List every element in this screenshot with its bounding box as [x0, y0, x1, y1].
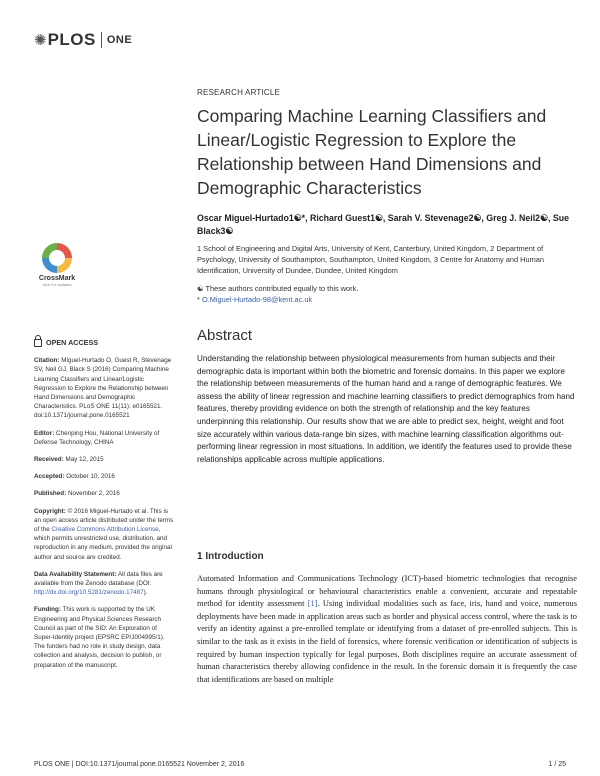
logo-divider [101, 32, 102, 48]
article-title: Comparing Machine Learning Classifiers and Linear/Logistic Regression to Explore the Relationship between Hand Dimensions and Demographic Characteristics [197, 106, 547, 198]
citation-block: Citation: Miguel-Hurtado O, Guest R, Stevenage SV, Neil GJ, Black S (2016) Comparing Machine Learning Classifiers and Linear/Logistic Regression to Explore the Relationship between Hand Dimensions and Demographic Characteristics. PLoS ONE 11(11): e0165521. doi:10.1371/journal.pone.0165521 [34, 357, 172, 420]
plos-dots-icon: ✺ [34, 32, 46, 49]
introduction-heading: 1 Introduction [197, 551, 264, 562]
received-block: Received: May 12, 2015 [34, 456, 104, 464]
author-list: Oscar Miguel-Hurtado1☯*, Richard Guest1☯, Sarah V. Stevenage2☯, Greg J. Neil2☯, Sue Black3☯ [197, 213, 569, 236]
equal-contribution-note: ☯ These authors contributed equally to this work. [197, 284, 359, 293]
crossmark-label: CrossMark [38, 275, 76, 282]
crossmark-sub: click for updates [42, 282, 72, 287]
crossmark-badge[interactable] [34, 243, 80, 287]
crossmark-icon [42, 243, 72, 273]
license-link[interactable]: Creative Commons Attribution License [51, 526, 159, 534]
affiliations: 1 School of Engineering and Digital Arts, University of Kent, Canterbury, United Kingdom, 2 Department of Psychology, University of Southampton, Southampton, United Kingdom, 3 Centre for Anatomy and Human Identification, University of Dundee, Dundee, United Kingdom [197, 244, 544, 275]
accepted-block: Accepted: October 10, 2016 [34, 473, 115, 481]
introduction-text: Automated Information and Communications Technology (ICT)-based biometric technologies that recognise humans through physiological or behavioural characteristics enable a convenient, accurate and repeatable method for identity assessment [1]. Using individual modalities such as face, iris, hand and voice, numerous deployments have been made in application areas such as border and physical access control, where the task is to verify an identity against a pre-enrolled template or identifying from a dataset of pre-enrolled subjects. This is similar to the task as it exists in the field of forensics, where forensic verification or identification of subjects is required by human inspection typically for legal purposes. Both disciplines require an accurate assessment of human characteristics thereby allowing confidence in the result. In the forensic domain it is frequently the case that identifications are based on multiple [197, 574, 577, 684]
corresponding-author [197, 294, 577, 305]
open-lock-icon [34, 339, 42, 347]
brand-name: PLOS [47, 30, 96, 49]
journal-name: ONE [106, 34, 133, 46]
author-notes [197, 283, 577, 305]
journal-logo[interactable] [34, 30, 132, 50]
footer-citation: PLOS ONE | DOI:10.1371/journal.pone.0165521 November 2, 2016 [34, 761, 245, 768]
article-sidebar [34, 338, 174, 678]
data-availability-block: Data Availability Statement: All data files are available from the Zenodo database (DOI: http://dx.doi.org/10.5281/zenodo.17487). [34, 570, 163, 597]
page-footer [34, 761, 566, 768]
abstract-heading: Abstract [197, 327, 253, 344]
published-block: Published: November 2, 2016 [34, 490, 120, 498]
open-access-label: OPEN ACCESS [34, 338, 174, 347]
star-mark: * [197, 295, 202, 304]
email-link[interactable]: O.Miguel-Hurtado-98@kent.ac.uk [201, 295, 313, 304]
reference-link[interactable]: [1] [307, 599, 318, 609]
zenodo-link[interactable]: http://dx.doi.org/10.5281/zenodo.17487 [34, 589, 144, 597]
editor-block: Editor: Chenping Hou, National University of Defense Technology, CHINA [34, 429, 160, 446]
copyright-block: Copyright: © 2016 Miguel-Hurtado et al. This is an open access article distributed under the terms of the Creative Commons Attribution License, which permits unrestricted use, distribution, and reproduction in any medium, provided the original author and source are credited. [34, 507, 174, 561]
page-number: 1 / 25 [548, 761, 566, 768]
funding-block: Funding: This work is supported by the UK Engineering and Physical Sciences Research Council as part of the SID: An Exploration of Super-Identity project (EPSRC EP/J004995/1). The funders had no role in study design, data collection and analysis, decision to publish, or preparation of the manuscript. [34, 606, 165, 669]
abstract-text: Understanding the relationship between physiological measurements from human subjects and their demographic data is important within both the biometric and forensic domains. In this paper we explore the relationship between measurements of the human hand and a range of demographic features. We assess the ability of linear regression and machine learning classifiers to predict demographics from hand features, thereby providing evidence on both the strength of relationship and the key features underpinning this relationship. Our results show that we are able to predict sex, height, weight and foot size accurately within various data-range bin sizes, with machine learning classification algorithms out-performing linear regression in most situations. In addition, we identify the features used to provide these relationships applicable across multiple applications. [197, 354, 575, 464]
article-type: RESEARCH ARTICLE [197, 88, 281, 97]
